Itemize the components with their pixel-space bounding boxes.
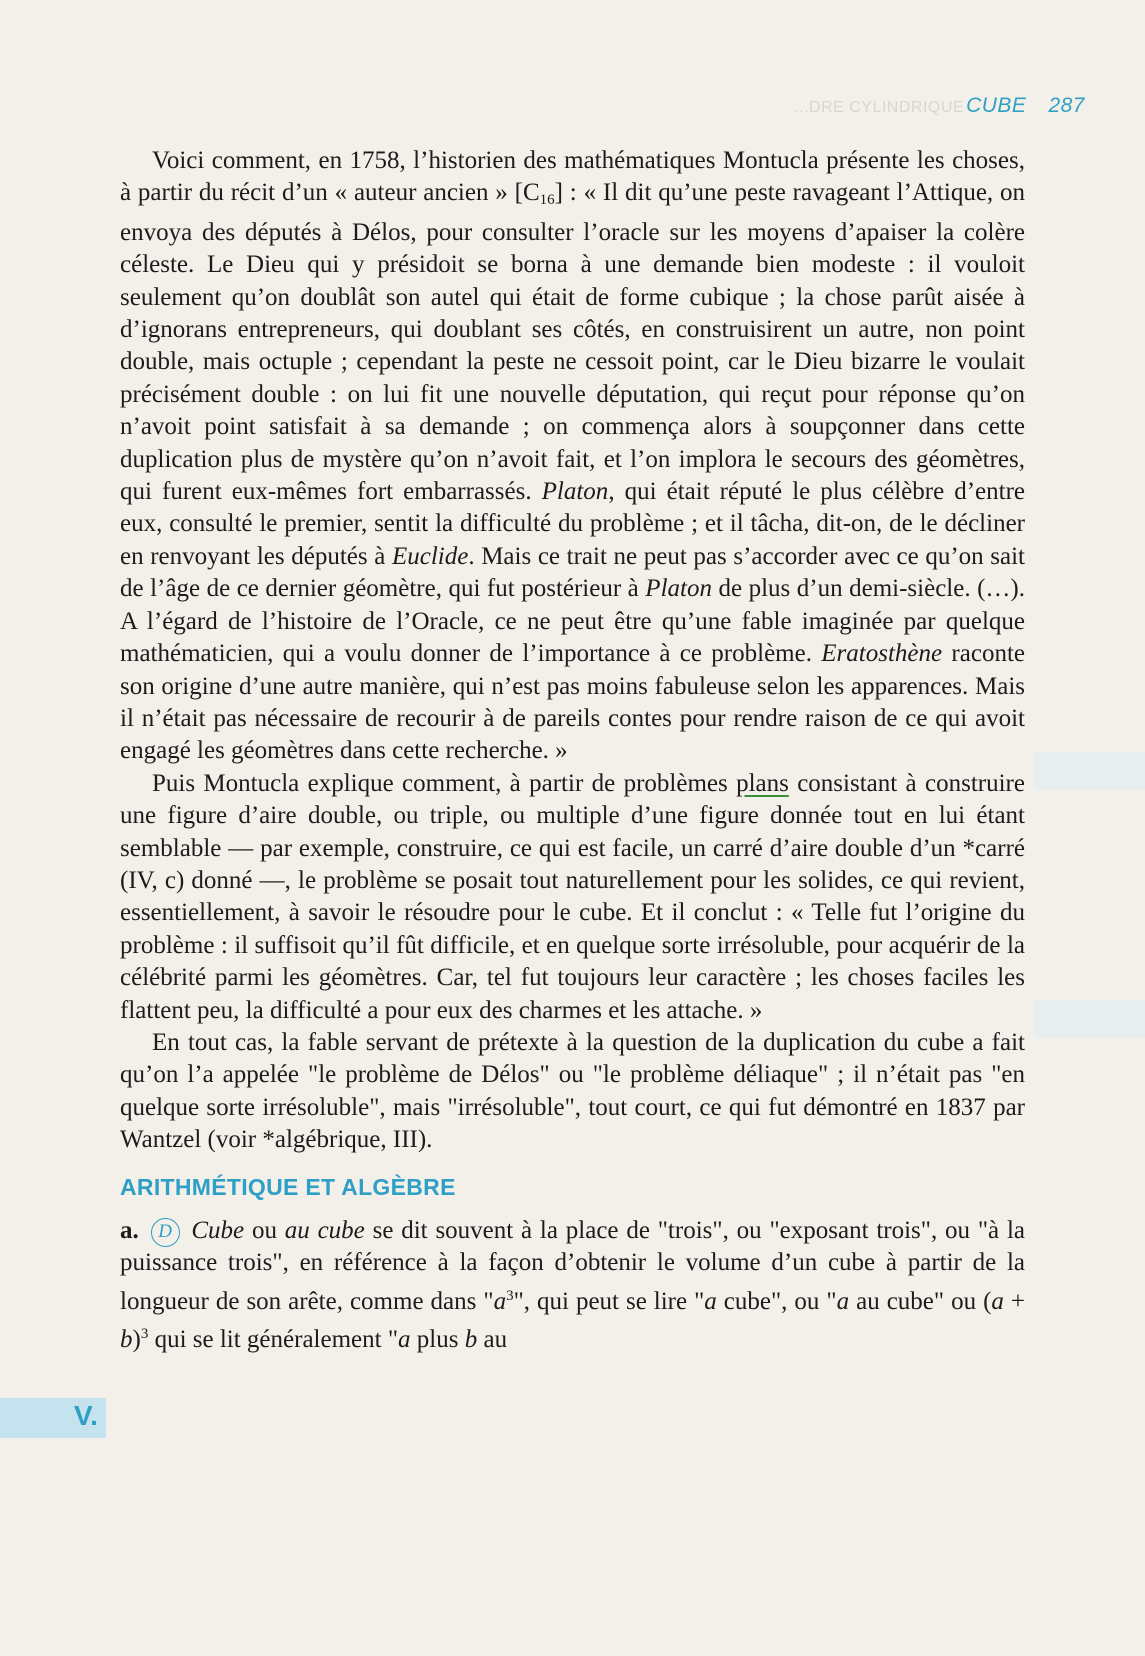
page-body [120,145,1025,1357]
section-marker-label: V. [74,1400,98,1431]
section-heading: ARITHMÉTIQUE ET ALGÈBRE [120,1173,456,1200]
bleed-through-text: ...DRE CYLINDRIQUE [794,99,965,116]
underlined-term: plans [736,769,789,797]
bleed-through-box [1035,1000,1145,1038]
item-label: a. [120,1217,139,1244]
header-title: CUBE [966,94,1027,117]
definition-circle-icon: D [151,1218,180,1247]
page-number: 287 [1048,94,1085,117]
paragraph-section-v-a: a. D Cube ou au cube se dit souvent à la place de "trois", ou "exposant trois", ou "à la puissance trois", en référence à la façon d’obtenir le volume d’un cube à partir de la longueur de son arête, comme dans "$a^3$", qui peut se lire "a cube", ou "a au cube" ou $(a + b)^3$ qui se lit généralement "a plus b au [120,1217,1026,1354]
paragraph-delos-problem: En tout cas, la fable servant de prétexte à la question de la duplication du cube a fait qu’on l’a appelée "le problème de Délos" ou "le problème déliaque" ; il n’était pas "en quelque sorte irrésoluble", mais "irrésoluble", tout court, ce qui fut démontré en 1837 par Wantzel (voir *algébrique, III). [120,1028,1025,1154]
bleed-through-box [1035,752,1145,790]
running-header [794,94,1085,118]
paragraph-montucla-explains: Puis Montucla explique comment, à partir de problèmes plans consistant à construire une figure d’aire double, ou triple, ou multiple d’une figure donnée tout en lui étant semblable — par exemple, construire, ce qui est facile, un carré d’aire double d’un *carré (IV, c) donné —, le problème se posait tout naturellement pour les solides, ce qui revient, essentiellement, à savoir le résoudre pour le cube. Et il conclut : « Telle fut l’origine du problème : il suffisoit qu’il fût difficile, et en quelque sorte irrésoluble, pour acquérir de la célébrité parmi les géomètres. Car, tel fut toujours leur caractère ; les choses faciles les flattent peu, la difficulté a pour eux des charmes et les attache. » [120,769,1025,1024]
paragraph-montucla-quote: Voici comment, en 1758, l’historien des mathématiques Montucla présente les choses, à partir du récit d’un « auteur ancien » $[C_{16}]$ : « Il dit qu’une peste ravageant l’Attique, on envoya des députés à Délos, pour consulter l’oracle sur les moyens d’apaiser la colère céleste. Le Dieu qui y présidoit se borna à une demande bien modeste : il vouloit seulement qu’on doublât son autel qui était de forme cubique ; la chose parût aisée à d’ignorans entrepreneurs, qui doublant ses côtés, en construisirent un autre, non point double, mais octuple ; cependant la peste ne cessoit point, car le Dieu bizarre le voulait précisément double : on lui fit une nouvelle députation, qui reçut pour réponse qu’on n’avoit point satisfait à sa demande ; on commença alors à soupçonner dans cette duplication plus de mystère qu’on n’avoit fait, et l’on implora le secours des géomètres, qui furent eux-mêmes fort embarrassés. Platon, qui était réputé le plus célèbre d’entre eux, consulté le premier, sentit la difficulté du problème ; et il tâcha, dit-on, de le décliner en renvoyant les députés à Euclide. Mais ce trait ne peut pas s’accorder avec ce qu’on sait de l’âge de ce dernier géomètre, qui fut postérieur à Platon de plus d’un demi-siècle. (…). A l’égard de l’histoire de l’Oracle, ce ne peut être qu’une fable imaginée par quelque mathématicien, qui a voulu donner de l’importance à ce problème. Eratosthène raconte son origine d’une autre manière, qui n’est pas moins fabuleuse selon les apparences. Mais il n’était pas nécessaire de recourir à de pareils contes pour rendre raison de ce qui avoit engagé les géomètres dans cette recherche. » [120,147,1026,765]
